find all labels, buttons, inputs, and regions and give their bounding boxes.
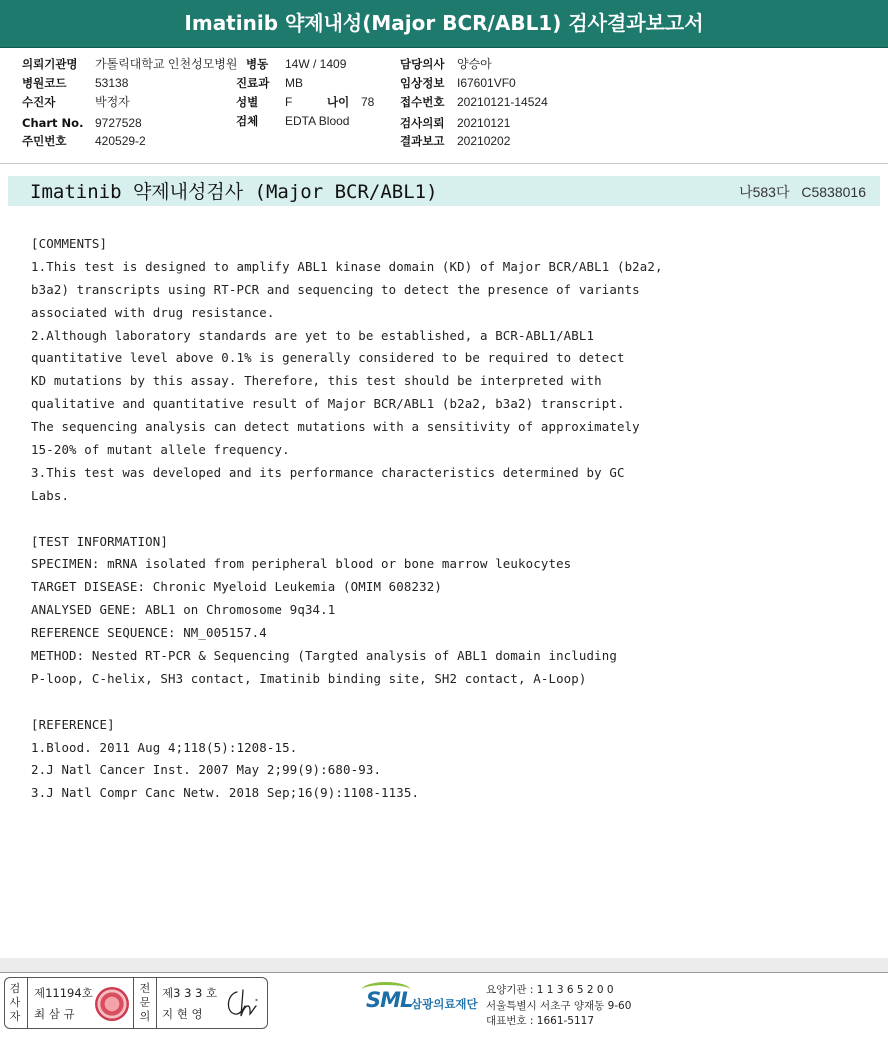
info-label: Chart No.	[22, 116, 84, 130]
report-line: REFERENCE SEQUENCE: NM_005157.4	[31, 625, 267, 641]
info-value: 20210121-14524	[457, 95, 548, 109]
specialist-label: 전문의	[139, 982, 151, 1023]
institution-line: 대표번호 : 1661-5117	[486, 1015, 595, 1027]
test-code-1: 나583다	[739, 184, 790, 200]
examiner-number: 제11194호	[34, 986, 93, 1000]
report-line: Labs.	[31, 487, 70, 503]
info-value: 가톨릭대학교 인천성모병원	[95, 57, 238, 71]
institution-line: 요양기관 : 1 1 3 6 5 2 0 0	[486, 984, 614, 996]
report-line: 15-20% of mutant allele frequency.	[31, 442, 290, 458]
info-label: 성별	[236, 95, 259, 109]
info-value: 양승아	[457, 57, 492, 71]
examiner-name: 최 삼 규	[34, 1007, 75, 1021]
report-line: TARGET DISEASE: Chronic Myeloid Leukemia (OMIM 608232)	[31, 579, 442, 595]
institution-info	[486, 983, 631, 1030]
report-line: 2.J Natl Cancer Inst. 2007 May 2;99(9):680-93.	[31, 762, 382, 778]
info-label: 검사의뢰	[400, 116, 445, 130]
report-line: 3.This test was developed and its performance characteristics determined by GC	[31, 464, 625, 480]
info-value: 14W / 1409	[285, 57, 347, 71]
test-name: Imatinib 약제내성검사 (Major BCR/ABL1)	[30, 181, 438, 203]
divider	[133, 978, 134, 1028]
report-line: P-loop, C-helix, SH3 contact, Imatinib binding site, SH2 contact, A-Loop)	[31, 670, 587, 686]
info-label: 검체	[236, 114, 259, 128]
specialist-name: 지 현 영	[162, 1007, 203, 1021]
report-line: b3a2) transcripts using RT-PCR and sequencing to detect the presence of variants	[31, 281, 640, 297]
report-line: 1.This test is designed to amplify ABL1 kinase domain (KD) of Major BCR/ABL1 (b2a2,	[31, 258, 663, 274]
info-value: 20210202	[457, 134, 511, 148]
seal-stamp	[95, 987, 129, 1021]
header-divider	[0, 163, 888, 164]
report-line: qualitative and quantitative result of Major BCR/ABL1 (b2a2, b3a2) transcript.	[31, 396, 625, 412]
report-line: 1.Blood. 2011 Aug 4;118(5):1208-15.	[31, 739, 298, 755]
info-label: 임상정보	[400, 76, 445, 90]
logo-name: 삼광의료재단	[411, 997, 478, 1011]
report-line: [REFERENCE]	[31, 716, 115, 732]
info-value: F	[285, 95, 293, 109]
info-label: 의뢰기관명	[22, 57, 78, 71]
signature-mark	[223, 986, 263, 1022]
info-value: 53138	[95, 76, 129, 90]
footer-band	[0, 958, 888, 972]
info-value: MB	[285, 76, 303, 90]
info-value: EDTA Blood	[285, 114, 350, 128]
specialist-number: 제3 3 3 호	[162, 986, 218, 1000]
report-line	[31, 508, 751, 531]
report-line: [COMMENTS]	[31, 236, 108, 251]
report-line: The sequencing analysis can detect mutations with a sensitivity of approximately	[31, 419, 640, 435]
report-line	[31, 691, 751, 714]
report-body	[31, 233, 751, 805]
footer-divider	[0, 972, 888, 973]
info-label: 병동	[246, 57, 269, 71]
divider	[156, 978, 157, 1028]
report-title: Imatinib 약제내성(Major BCR/ABL1) 검사결과보고서	[184, 11, 704, 35]
institution-line: 서울특별시 서초구 양재동 9-60	[486, 999, 632, 1012]
info-value: I67601VF0	[457, 76, 516, 90]
report-line: SPECIMEN: mRNA isolated from peripheral blood or bone marrow leukocytes	[31, 556, 572, 572]
test-code-2: C5838016	[801, 184, 866, 200]
info-label: 담당의사	[400, 57, 445, 71]
report-line: quantitative level above 0.1% is generally considered to be required to detect	[31, 350, 625, 366]
report-line: 2.Although laboratory standards are yet to be established, a BCR-ABL1/ABL1	[31, 327, 595, 343]
info-label: 진료과	[236, 76, 270, 90]
info-value: 박정자	[95, 95, 130, 109]
info-value: 420529-2	[95, 134, 146, 148]
examiner-label: 검사자	[9, 982, 21, 1023]
info-value: 9727528	[95, 116, 142, 130]
report-line: KD mutations by this assay. Therefore, this test should be interpreted with	[31, 373, 602, 389]
test-codes	[739, 182, 866, 202]
report-line: 3.J Natl Compr Canc Netw. 2018 Sep;16(9):1108-1135.	[31, 785, 420, 801]
report-line: [TEST INFORMATION]	[31, 533, 168, 549]
info-label: 수진자	[22, 95, 56, 109]
info-value: 20210121	[457, 116, 511, 130]
info-label: 병원코드	[22, 76, 67, 90]
patient-info	[0, 50, 888, 162]
info-label: 주민번호	[22, 134, 67, 148]
age-label: 나이	[327, 95, 350, 109]
report-line: associated with drug resistance.	[31, 304, 275, 320]
divider	[27, 978, 28, 1028]
age-value: 78	[361, 95, 375, 109]
signature-box	[4, 977, 268, 1029]
report-line: ANALYSED GENE: ABL1 on Chromosome 9q34.1	[31, 602, 336, 618]
info-label: 접수번호	[400, 95, 445, 109]
logo-text: SML	[366, 988, 413, 1012]
info-label: 결과보고	[400, 134, 445, 148]
report-line: METHOD: Nested RT-PCR & Sequencing (Targted analysis of ABL1 domain including	[31, 648, 617, 664]
